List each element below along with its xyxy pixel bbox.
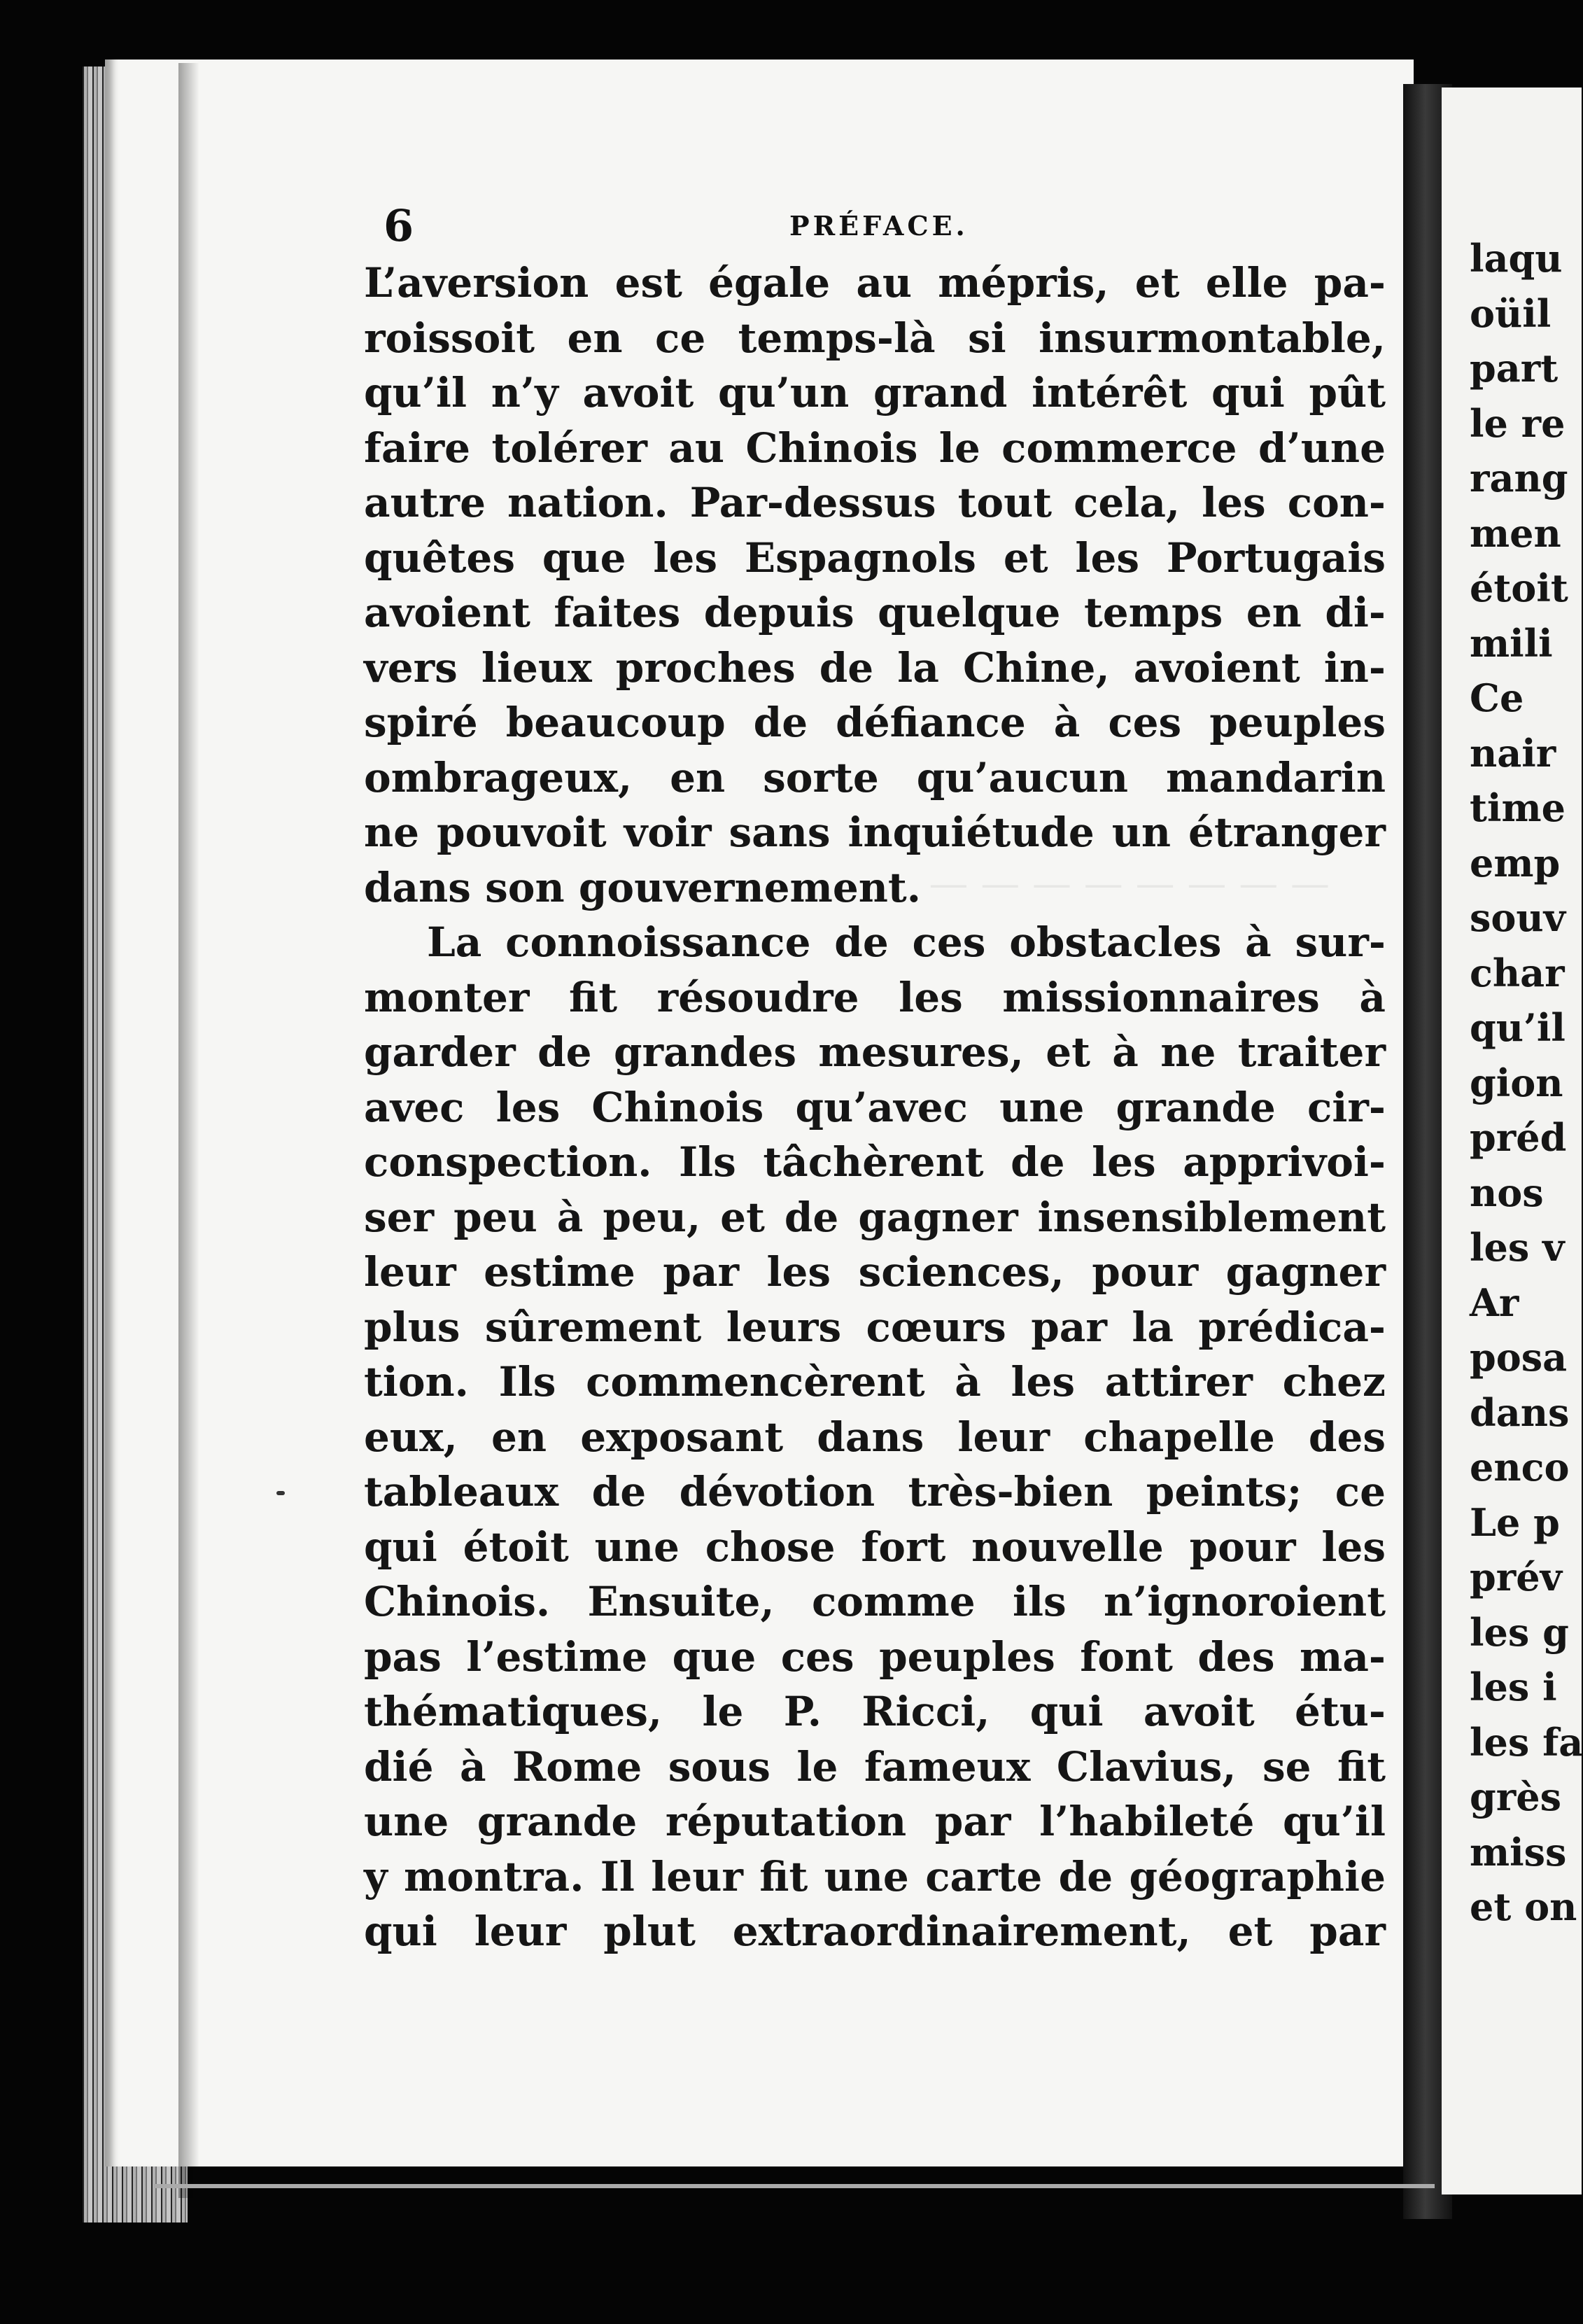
- text-line: pas l’estime que ces peuples font des ma-: [364, 1632, 1386, 1681]
- facing-text-line: étoit: [1470, 566, 1568, 610]
- text-line: conspection. Ils tâchèrent de les apprivoi-: [364, 1138, 1386, 1186]
- text-line: dans son gouvernement.: [364, 863, 921, 911]
- text-line: quêtes que les Espagnols et les Portugais: [364, 533, 1386, 582]
- text-line: tion. Ils commencèrent à les attirer chez: [364, 1358, 1386, 1406]
- text-line: L’aversion est égale au mépris, et elle pa-: [364, 259, 1386, 307]
- text-line: avec les Chinois qu’avec une grande cir-: [364, 1083, 1386, 1131]
- facing-text-line: nair: [1470, 730, 1556, 776]
- text-line: spiré beaucoup de défiance à ces peuples: [364, 699, 1386, 746]
- text-line: une grande réputation par l’habileté qu’il: [364, 1798, 1386, 1845]
- facing-text-line: laqu: [1470, 236, 1563, 281]
- text-line: ombrageux, en sorte qu’aucun mandarin: [364, 753, 1386, 802]
- text-line: qui étoit une chose fort nouvelle pour les: [364, 1522, 1386, 1571]
- show-through-texture: — — — — — — — —: [929, 861, 1330, 906]
- running-head: PRÉFACE.: [789, 210, 969, 241]
- facing-text-line: mili: [1470, 620, 1553, 666]
- text-line: roissoit en ce temps-là si insurmontable,: [364, 314, 1386, 362]
- facing-text-line: les g: [1470, 1609, 1569, 1655]
- text-line: avoient faites depuis quelque temps en di-: [364, 589, 1386, 636]
- text-line: vers lieux proches de la Chine, avoient in-: [364, 643, 1386, 692]
- text-line: leur estime par les sciences, pour gagner: [364, 1248, 1386, 1296]
- text-line: qui leur plut extraordinairement, et par: [364, 1907, 1386, 1955]
- page-number: 6: [384, 200, 414, 251]
- facing-text-line: Ce: [1470, 676, 1524, 720]
- facing-text-line: Ar: [1470, 1280, 1519, 1325]
- facing-text-line: grès: [1470, 1774, 1561, 1819]
- facing-text-line: qu’il: [1470, 1005, 1566, 1050]
- text-line: Chinois. Ensuite, comme ils n’ignoroient: [364, 1578, 1386, 1625]
- facing-text-line: gion: [1470, 1060, 1563, 1105]
- text-line: dié à Rome sous le fameux Clavius, se fit: [364, 1742, 1386, 1791]
- facing-text-line: Le p: [1470, 1499, 1560, 1545]
- facing-page-text: [1470, 231, 1583, 1935]
- body-text: [364, 255, 1386, 1959]
- page-bottom-edge: [154, 2184, 1435, 2188]
- facing-text-line: les fa: [1470, 1719, 1583, 1765]
- facing-text-line: les i: [1470, 1665, 1557, 1709]
- ink-speck: [276, 1491, 285, 1495]
- facing-text-line: posa: [1470, 1335, 1568, 1380]
- page-header: [384, 200, 1377, 256]
- text-line: garder de grandes mesures, et à ne traiter: [364, 1028, 1386, 1076]
- text-line: thématiques, le P. Ricci, qui avoit étu-: [364, 1688, 1386, 1735]
- facing-text-line: part: [1470, 346, 1559, 391]
- text-line: monter fit résoudre les missionnaires à: [364, 973, 1386, 1021]
- facing-text-line: prév: [1470, 1555, 1562, 1600]
- facing-text-line: oüil: [1470, 290, 1552, 336]
- text-line: qu’il n’y avoit qu’un grand intérêt qui pût: [364, 369, 1386, 416]
- facing-text-line: char: [1470, 950, 1565, 995]
- facing-text-line: men: [1470, 510, 1561, 556]
- paragraph-first-line: La connoissance de ces obstacles à sur-: [427, 918, 1386, 966]
- facing-text-line: miss: [1470, 1829, 1567, 1875]
- text-line: eux, en exposant dans leur chapelle des: [364, 1413, 1386, 1461]
- facing-text-line: les v: [1470, 1225, 1565, 1270]
- facing-text-line: préd: [1470, 1115, 1567, 1160]
- facing-text-line: le re: [1470, 400, 1566, 446]
- facing-text-line: rang: [1470, 456, 1568, 500]
- text-line: plus sûrement leurs cœurs par la prédica-: [364, 1303, 1386, 1351]
- text-line: ser peu à peu, et de gagner insensiblement: [364, 1193, 1386, 1241]
- facing-text-line: time: [1470, 785, 1566, 830]
- facing-text-line: et on: [1470, 1884, 1577, 1929]
- facing-text-line: nos: [1470, 1170, 1544, 1215]
- text-line: tableaux de dévotion très-bien peints; ce: [364, 1468, 1386, 1516]
- facing-text-line: emp: [1470, 840, 1561, 886]
- text-line: y montra. Il leur fit une carte de géographie: [364, 1852, 1386, 1900]
- text-line: faire tolérer au Chinois le commerce d’une: [364, 424, 1386, 472]
- facing-text-line: dans: [1470, 1390, 1570, 1435]
- facing-text-line: souv: [1470, 895, 1566, 940]
- binding-shadow: [178, 63, 199, 2198]
- text-line: ne pouvoit voir sans inquiétude un étranger: [364, 808, 1386, 856]
- text-line: autre nation. Par-dessus tout cela, les con-: [364, 479, 1386, 526]
- facing-text-line: enco: [1470, 1445, 1570, 1490]
